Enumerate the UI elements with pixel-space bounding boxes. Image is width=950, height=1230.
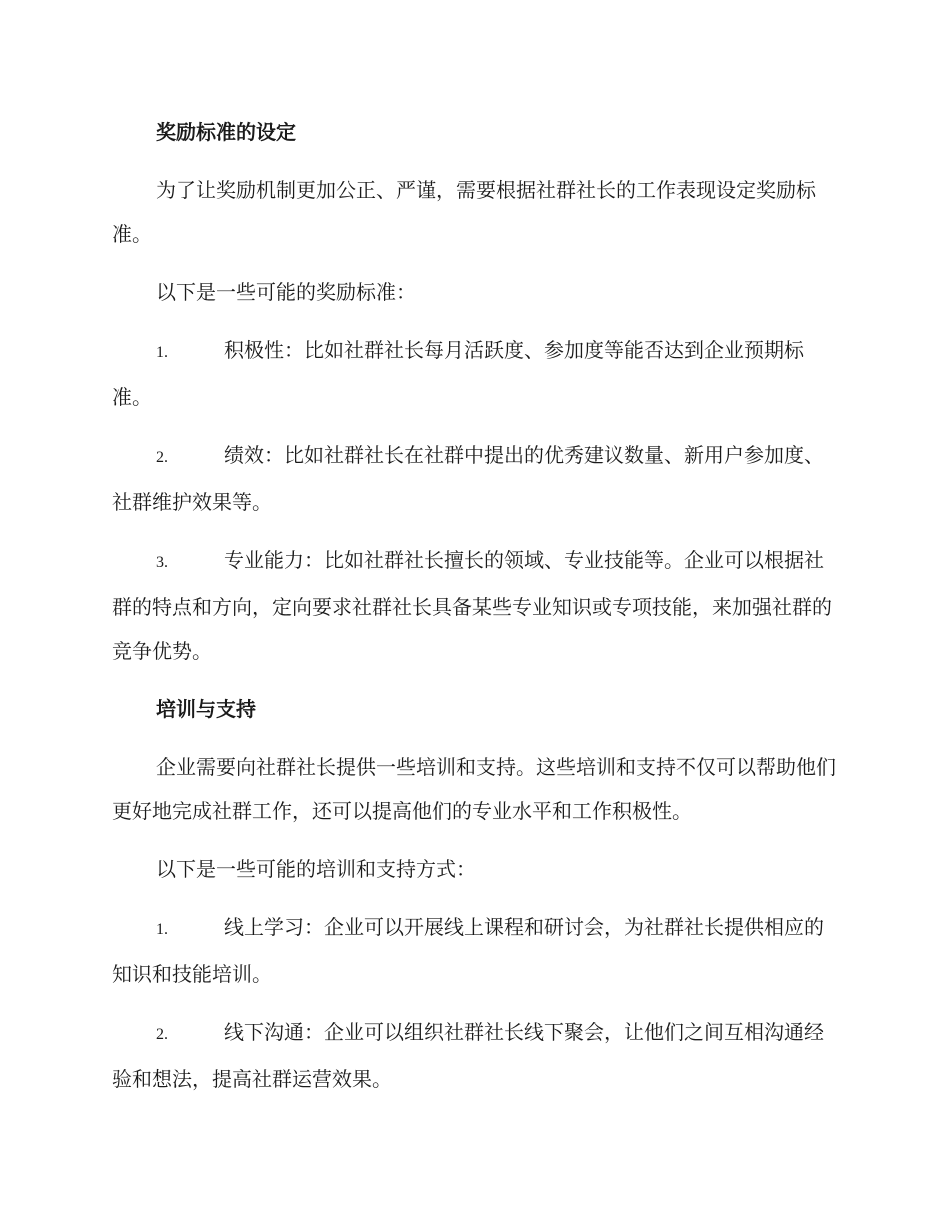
section-heading-reward-standards: 奖励标准的设定 <box>156 120 296 144</box>
paragraph-reward-intro: 为了让奖励机制更加公正、严谨，需要根据社群社长的工作表现设定奖励标准。 <box>112 178 816 246</box>
list-item <box>112 905 838 996</box>
list-item-number: 1. <box>156 344 168 361</box>
list-item <box>112 433 838 524</box>
list-item-text: 线上学习：企业可以开展线上课程和研讨会，为社群社长提供相应的知识和技能培训。 <box>112 915 824 986</box>
paragraph-training-intro: 企业需要向社群社长提供一些培训和支持。这些培训和支持不仅可以帮助他们更好地完成社群工作，还可以提高他们的专业水平和工作积极性。 <box>112 755 836 823</box>
list-item <box>112 538 838 673</box>
paragraph-reward-lead: 以下是一些可能的奖励标准： <box>156 280 416 304</box>
list-item-text: 绩效：比如社群社长在社群中提出的优秀建议数量、新用户参加度、社群维护效果等。 <box>112 443 824 514</box>
list-item-number: 3. <box>156 554 168 571</box>
list-item <box>112 1010 838 1101</box>
list-item <box>112 328 838 419</box>
list-item-number: 1. <box>156 921 168 938</box>
section-heading-training-support: 培训与支持 <box>156 697 256 721</box>
list-item-text: 积极性：比如社群社长每月活跃度、参加度等能否达到企业预期标准。 <box>112 338 804 409</box>
list-item-text: 线下沟通：企业可以组织社群社长线下聚会，让他们之间互相沟通经验和想法，提高社群运营效果。 <box>112 1020 824 1091</box>
list-item-number: 2. <box>156 1026 168 1043</box>
list-item-text: 专业能力：比如社群社长擅长的领域、专业技能等。企业可以根据社群的特点和方向，定向要求社群社长具备某些专业知识或专项技能，来加强社群的竞争优势。 <box>112 548 832 663</box>
list-item-number: 2. <box>156 449 168 466</box>
paragraph-training-lead: 以下是一些可能的培训和支持方式： <box>156 857 476 881</box>
